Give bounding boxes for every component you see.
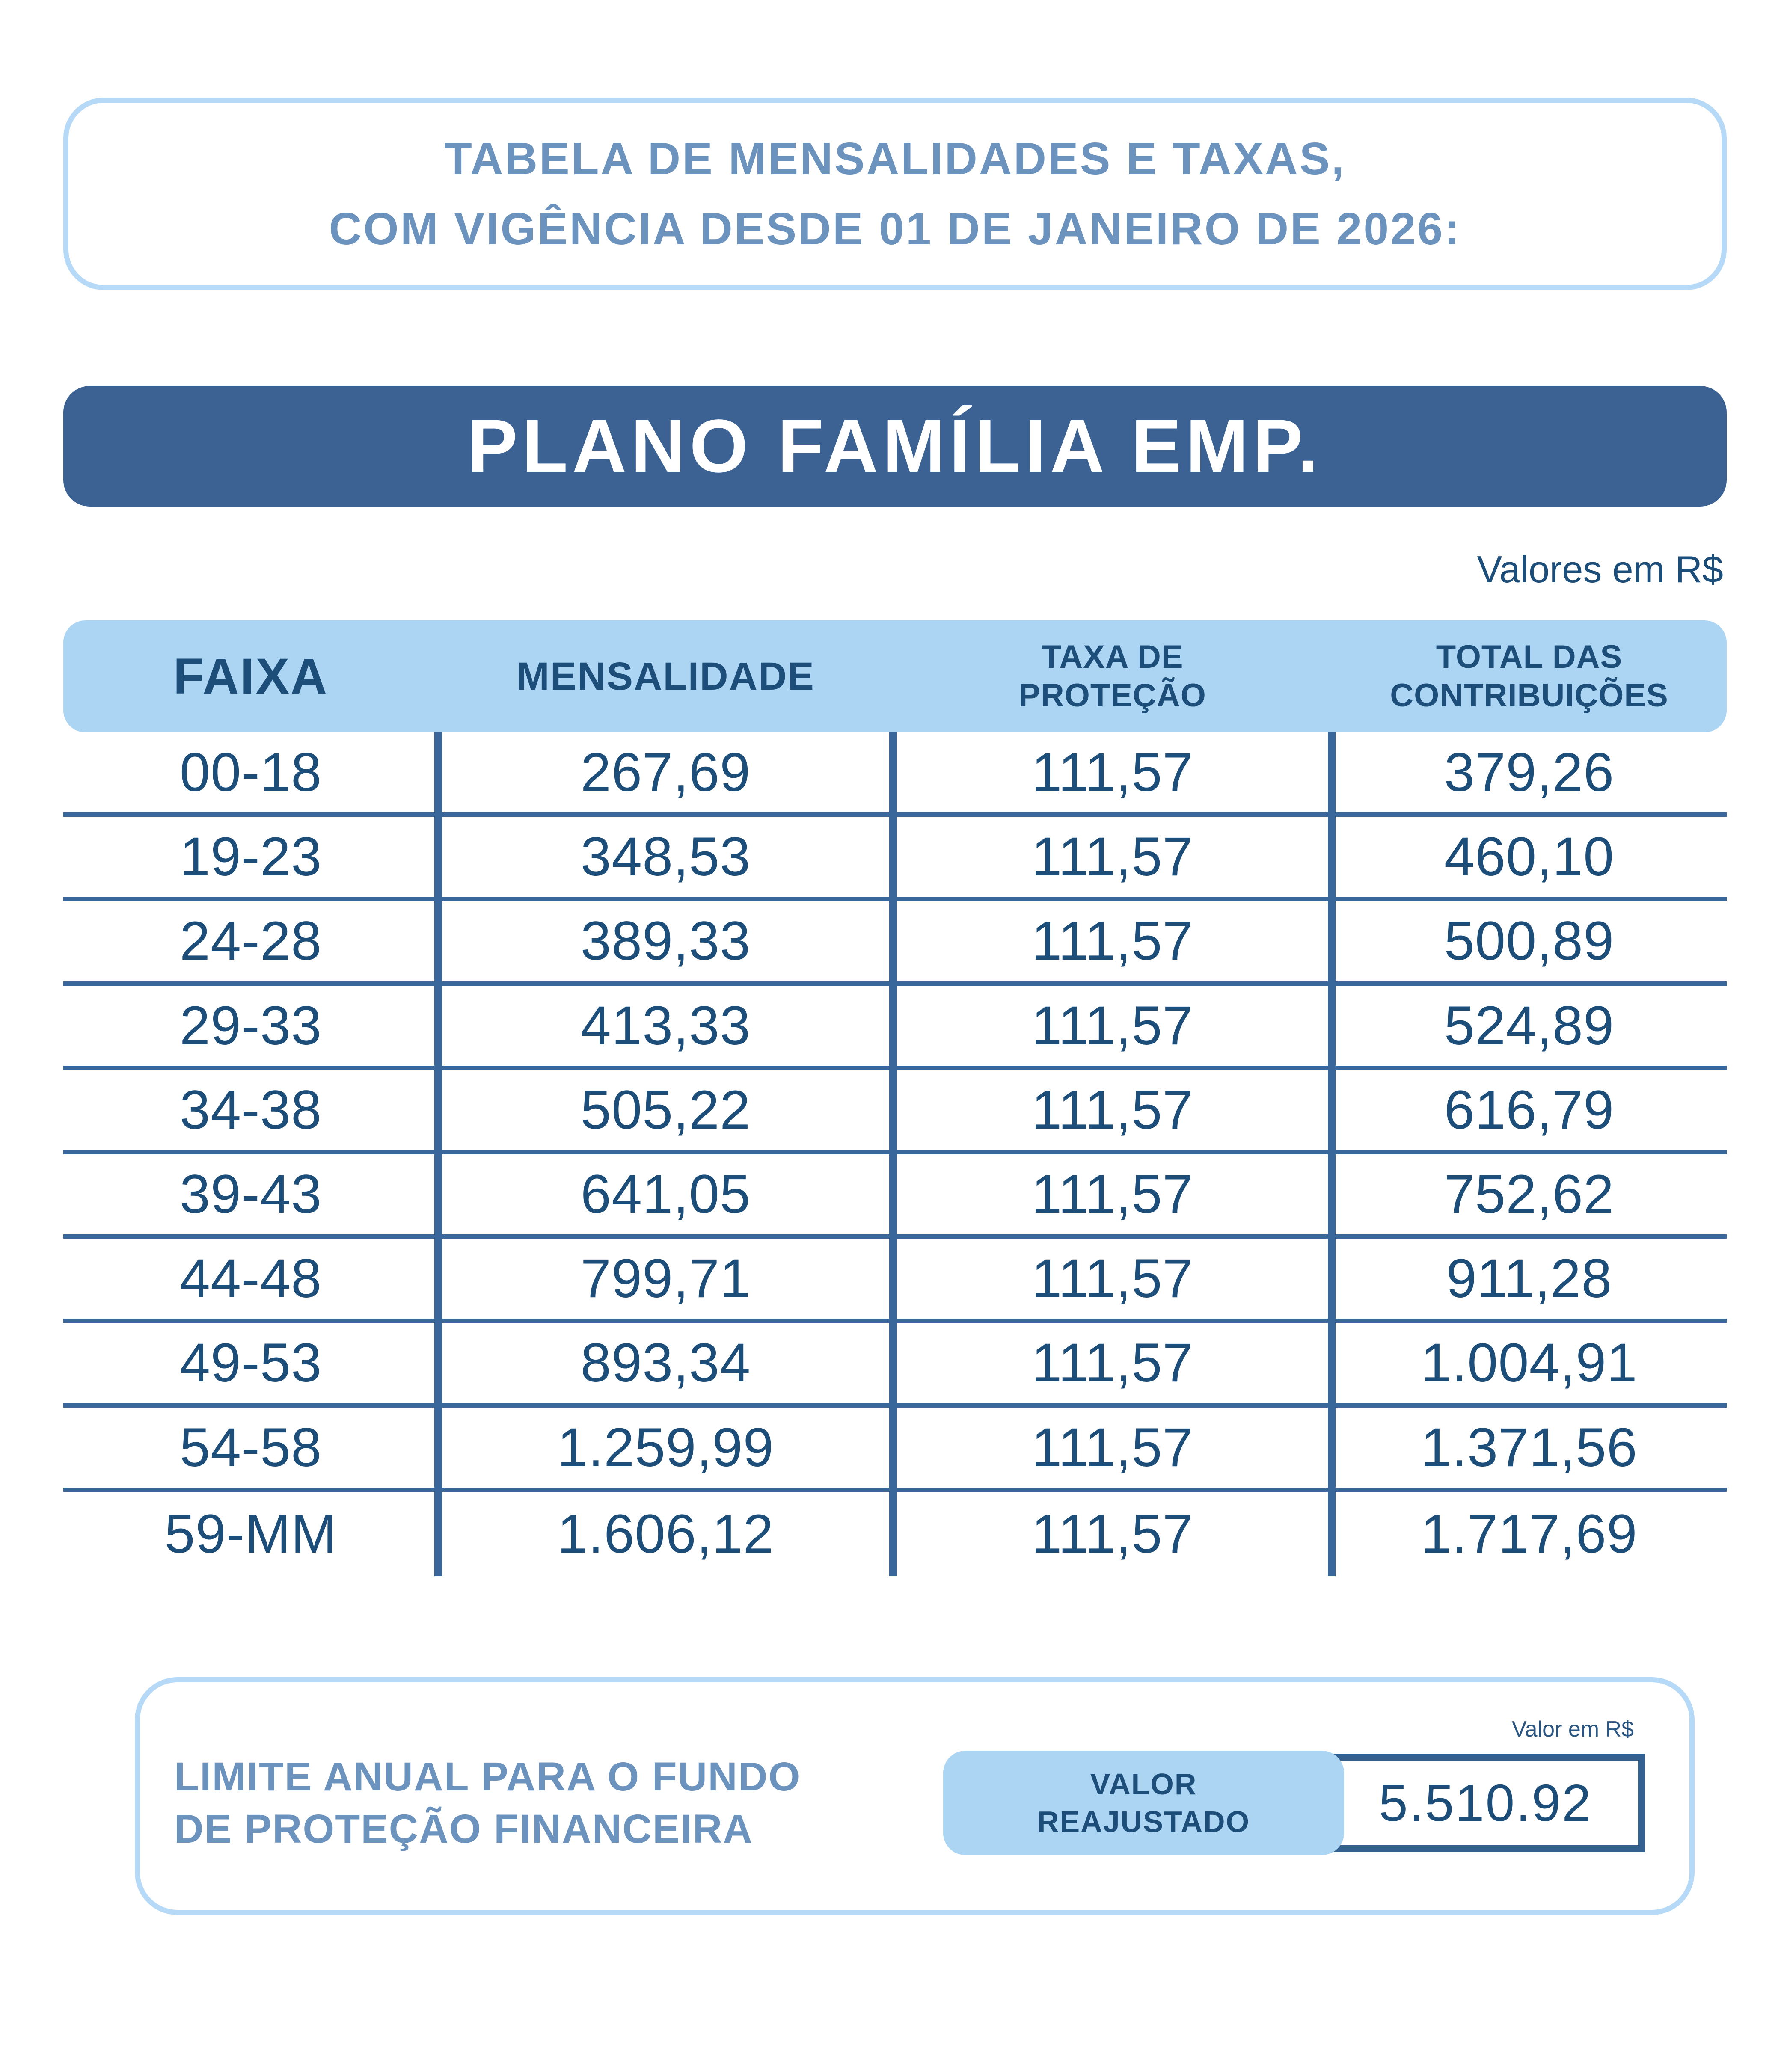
faixa-cell: 34-38: [179, 1079, 322, 1141]
col-header-total-line1: TOTAL DAS: [1436, 639, 1623, 675]
annual-limit-label: [140, 1751, 943, 1855]
mensalidade-cell: 505,22: [580, 1079, 751, 1141]
total-cell: 616,79: [1444, 1079, 1615, 1141]
col-header-taxa-protecao: [893, 638, 1332, 715]
column-divider-1: [434, 732, 442, 1576]
column-divider-2: [889, 732, 897, 1576]
header-note-line-2: COM VIGÊNCIA DESDE 01 DE JANEIRO DE 2026:: [329, 204, 1461, 254]
adjusted-value-label-line2: REAJUSTADO: [1037, 1805, 1250, 1838]
total-cell: 500,89: [1444, 910, 1615, 972]
col-header-mensalidade-label: MENSALIDADE: [517, 654, 815, 698]
header-note-box: [63, 98, 1727, 290]
taxa-cell: 111,57: [1031, 1248, 1193, 1310]
mensalidade-cell: 1.606,12: [557, 1503, 774, 1565]
total-cell: 1.004,91: [1421, 1332, 1638, 1394]
taxa-cell: 111,57: [1031, 1417, 1193, 1478]
plan-banner: [63, 386, 1727, 507]
mensalidade-cell: 1.259,99: [557, 1417, 774, 1478]
col-header-taxa-line1: TAXA DE: [1041, 639, 1184, 675]
adjusted-value-group: [943, 1751, 1645, 1855]
taxa-cell: 111,57: [1031, 995, 1193, 1056]
total-cell: 752,62: [1444, 1164, 1615, 1225]
col-header-taxa-line2: PROTEÇÃO: [1018, 677, 1206, 714]
annual-limit-box: [135, 1677, 1695, 1915]
annual-limit-label-line1: LIMITE ANUAL PARA O FUNDO: [174, 1754, 801, 1799]
taxa-cell: 111,57: [1031, 1164, 1193, 1225]
total-cell: 1.371,56: [1421, 1417, 1638, 1478]
faixa-cell: 00-18: [179, 742, 322, 803]
faixa-cell: 54-58: [179, 1417, 322, 1478]
total-cell: 911,28: [1446, 1248, 1612, 1310]
adjusted-value-label-box: [943, 1751, 1344, 1855]
taxa-cell: 111,57: [1031, 1332, 1193, 1394]
faixa-cell: 24-28: [179, 910, 322, 972]
faixa-cell: 44-48: [179, 1248, 322, 1310]
col-header-total-contribuicoes: [1332, 638, 1727, 715]
mensalidade-cell: 799,71: [580, 1248, 751, 1310]
taxa-cell: 111,57: [1031, 1079, 1193, 1141]
taxa-cell: 111,57: [1031, 910, 1193, 972]
mensalidade-cell: 389,33: [580, 910, 751, 972]
column-divider-3: [1328, 732, 1336, 1576]
faixa-cell: 39-43: [179, 1164, 322, 1225]
mensalidade-cell: 893,34: [580, 1332, 751, 1394]
faixa-cell: 49-53: [179, 1332, 322, 1394]
total-cell: 379,26: [1444, 742, 1615, 803]
taxa-cell: 111,57: [1031, 1503, 1193, 1565]
faixa-cell: 29-33: [179, 995, 322, 1056]
footer-currency-note: Valor em R$: [1511, 1717, 1634, 1742]
taxa-cell: 111,57: [1031, 742, 1193, 803]
adjusted-value: 5.510.92: [1379, 1774, 1592, 1832]
adjusted-value-label-line1: VALOR: [1090, 1767, 1197, 1801]
col-header-total-line2: CONTRIBUIÇÕES: [1390, 677, 1668, 714]
total-cell: 1.717,69: [1421, 1503, 1638, 1565]
col-header-mensalidade: [438, 654, 893, 699]
mensalidade-cell: 348,53: [580, 826, 751, 888]
faixa-cell: 59-MM: [164, 1503, 337, 1565]
total-cell: 460,10: [1444, 826, 1615, 888]
total-cell: 524,89: [1444, 995, 1615, 1056]
plan-banner-title: PLANO FAMÍLIA EMP.: [467, 404, 1323, 488]
adjusted-value-box: [1326, 1754, 1645, 1852]
header-note-line-1: TABELA DE MENSALIDADES E TAXAS,: [444, 133, 1346, 184]
mensalidade-cell: 413,33: [580, 995, 751, 1056]
table-header-row: [63, 620, 1727, 732]
annual-limit-label-line2: DE PROTEÇÃO FINANCEIRA: [174, 1806, 753, 1852]
table-body: [63, 732, 1727, 1576]
taxa-cell: 111,57: [1031, 826, 1193, 888]
currency-note: Valores em R$: [1477, 548, 1723, 590]
col-header-faixa: [63, 647, 438, 705]
faixa-cell: 19-23: [179, 826, 322, 888]
mensalidade-cell: 267,69: [580, 742, 751, 803]
pricing-table: [63, 620, 1727, 1576]
mensalidade-cell: 641,05: [580, 1164, 751, 1225]
col-header-faixa-label: FAIXA: [173, 648, 329, 705]
